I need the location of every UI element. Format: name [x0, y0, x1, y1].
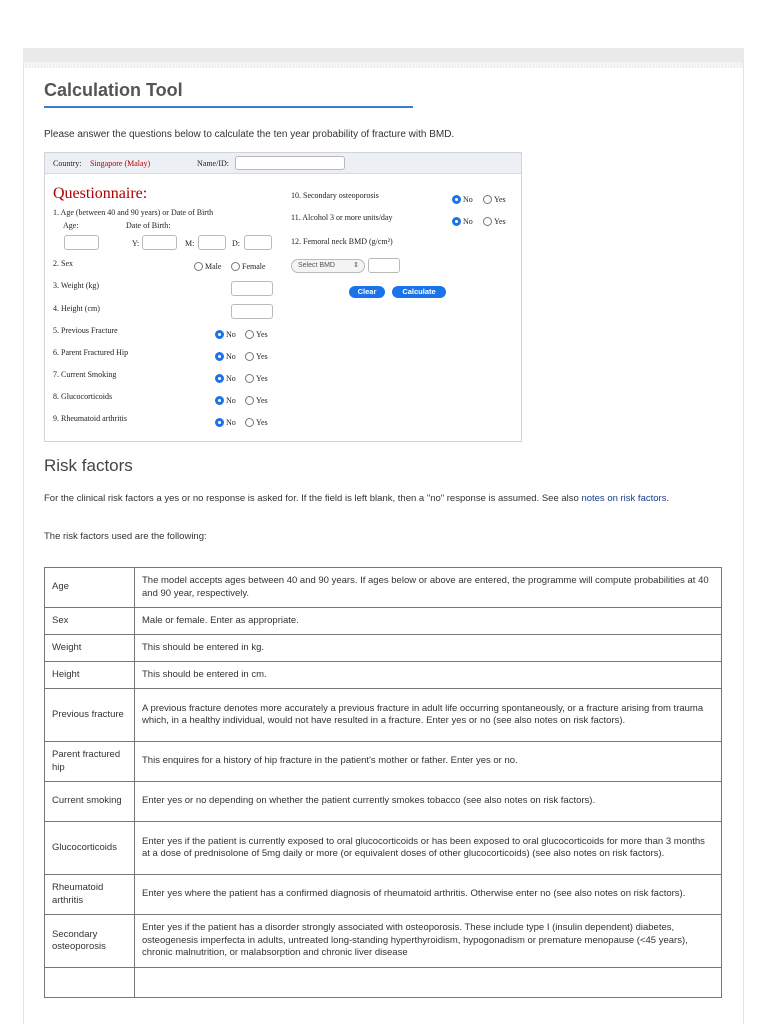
risk-name-cell: Age	[45, 568, 135, 608]
calculator-header	[45, 153, 521, 174]
q5-label: 5. Previous Fracture	[53, 326, 118, 335]
nameid-label: Name/ID:	[197, 159, 229, 168]
dob-label: Date of Birth:	[126, 221, 171, 230]
risk-name-cell: Sex	[45, 608, 135, 635]
table-row	[45, 968, 722, 998]
q6-yes-radio[interactable]: Yes	[245, 352, 268, 361]
radio-icon	[231, 262, 240, 271]
year-label: Y:	[132, 239, 140, 248]
risk-description-cell: This enquires for a history of hip fracture in the patient's mother or father. Enter yes or no.	[135, 742, 722, 782]
table-row	[45, 782, 722, 822]
table-row	[45, 689, 722, 742]
country-value[interactable]: Singapore (Malay)	[90, 159, 151, 168]
table-row	[45, 568, 722, 608]
top-bar	[23, 48, 744, 62]
q2-label: 2. Sex	[53, 259, 73, 268]
table-row	[45, 608, 722, 635]
q9-yes-radio[interactable]: Yes	[245, 418, 268, 427]
q7-no-radio[interactable]: No	[215, 374, 236, 383]
radio-selected-icon	[452, 195, 461, 204]
risk-description-cell: Enter yes or no depending on whether the patient currently smokes tobacco (see also notes on risk factors).	[135, 782, 722, 822]
q7-label: 7. Current Smoking	[53, 370, 117, 379]
questionnaire-heading: Questionnaire:	[53, 185, 148, 202]
height-input[interactable]	[231, 304, 273, 319]
q11-no-radio[interactable]: No	[452, 217, 473, 226]
q9-no-radio[interactable]: No	[215, 418, 236, 427]
risk-name-cell: Parent fractured hip	[45, 742, 135, 782]
table-row	[45, 822, 722, 875]
q11-label: 11. Alcohol 3 or more units/day	[291, 213, 393, 222]
q4-label: 4. Height (cm)	[53, 304, 100, 313]
risk-description-cell: This should be entered in kg.	[135, 635, 722, 662]
bmd-input[interactable]	[368, 258, 400, 273]
risk-name-cell: Current smoking	[45, 782, 135, 822]
q6-label: 6. Parent Fractured Hip	[53, 348, 129, 357]
q9-label: 9. Rheumatoid arthritis	[53, 414, 127, 423]
day-label: D:	[232, 239, 240, 248]
intro-text: Please answer the questions below to calculate the ten year probability of fracture with BMD.	[44, 129, 455, 140]
weight-input[interactable]	[231, 281, 273, 296]
title-underline	[44, 106, 413, 108]
chevron-updown-icon: ⇕	[353, 262, 359, 269]
risk-name-cell: Secondary osteoporosis	[45, 915, 135, 968]
sex-female-radio[interactable]: Female	[231, 262, 266, 271]
notes-on-risk-factors-link[interactable]: notes on risk factors	[581, 493, 667, 504]
q1-label: 1. Age (between 40 and 90 years) or Date of Birth	[53, 208, 214, 217]
table-row	[45, 662, 722, 689]
dob-year-input[interactable]	[142, 235, 177, 250]
risk-factors-heading: Risk factors	[44, 456, 133, 475]
calculator-panel	[44, 152, 522, 442]
page-title: Calculation Tool	[44, 80, 183, 100]
risk-description-cell: A previous fracture denotes more accurately a previous fracture in adult life occurring spontaneously, or a fracture arising from trauma which, in a healthy individual, would not have resulted in a fracture. Enter yes or no (see also notes on risk factors).	[135, 689, 722, 742]
risk-description-cell: The model accepts ages between 40 and 90 years. If ages below or above are entered, the programme will compute probabilities at 40 and 90 year, respectively.	[135, 568, 722, 608]
radio-icon	[245, 352, 254, 361]
radio-icon	[245, 330, 254, 339]
q10-label: 10. Secondary osteoporosis	[291, 191, 379, 200]
q11-yes-radio[interactable]: Yes	[483, 217, 506, 226]
q5-yes-radio[interactable]: Yes	[245, 330, 268, 339]
table-row	[45, 915, 722, 968]
q10-yes-radio[interactable]: Yes	[483, 195, 506, 204]
q5-no-radio[interactable]: No	[215, 330, 236, 339]
q8-label: 8. Glucocorticoids	[53, 392, 113, 401]
radio-icon	[245, 418, 254, 427]
q7-yes-radio[interactable]: Yes	[245, 374, 268, 383]
radio-icon	[245, 374, 254, 383]
risk-name-cell: Glucocorticoids	[45, 822, 135, 875]
sex-male-radio[interactable]: Male	[194, 262, 221, 271]
risk-name-cell: Previous fracture	[45, 689, 135, 742]
q3-label: 3. Weight (kg)	[53, 281, 100, 290]
radio-selected-icon	[215, 396, 224, 405]
risk-name-cell: Rheumatoid arthritis	[45, 875, 135, 915]
risk-description-cell	[135, 968, 722, 998]
risk-factors-table	[44, 567, 722, 998]
risk-name-cell	[45, 968, 135, 998]
radio-selected-icon	[215, 352, 224, 361]
table-row	[45, 742, 722, 782]
table-row	[45, 875, 722, 915]
header-stripe	[24, 62, 743, 68]
q12-label: 12. Femoral neck BMD (g/cm²)	[291, 237, 393, 246]
risk-description-cell: Enter yes where the patient has a confirmed diagnosis of rheumatoid arthritis. Otherwise enter no (see also notes on risk factors).	[135, 875, 722, 915]
radio-selected-icon	[215, 418, 224, 427]
risk-factors-intro: For the clinical risk factors a yes or no response is asked for. If the field is left blank, then a "no" response is assumed. See also notes on risk factors.	[44, 493, 670, 504]
radio-selected-icon	[452, 217, 461, 226]
radio-icon	[483, 217, 492, 226]
calculate-button[interactable]: Calculate	[392, 286, 446, 298]
risk-description-cell: Enter yes if the patient has a disorder strongly associated with osteoporosis. These include type I (insulin dependent) diabetes, osteogenesis imperfecta in adults, untreated long-standing hyperthyroidism, hypogonadism or premature menopause (<45 years), chronic malnutrition, or malabsorption and chronic liver disease	[135, 915, 722, 968]
radio-selected-icon	[215, 374, 224, 383]
age-label: Age:	[63, 221, 79, 230]
risk-description-cell: This should be entered in cm.	[135, 662, 722, 689]
risk-description-cell: Male or female. Enter as appropriate.	[135, 608, 722, 635]
bmd-select[interactable]: Select BMD ⇕	[291, 259, 365, 273]
nameid-input[interactable]	[235, 156, 345, 170]
risk-name-cell: Height	[45, 662, 135, 689]
country-label: Country:	[53, 159, 82, 168]
radio-icon	[245, 396, 254, 405]
risk-name-cell: Weight	[45, 635, 135, 662]
q8-no-radio[interactable]: No	[215, 396, 236, 405]
table-row	[45, 635, 722, 662]
q6-no-radio[interactable]: No	[215, 352, 236, 361]
dob-day-input[interactable]	[244, 235, 272, 250]
age-input[interactable]	[64, 235, 99, 250]
risk-description-cell: Enter yes if the patient is currently exposed to oral glucocorticoids or has been exposed to oral glucocorticoids for more than 3 months at a dose of prednisolone of 5mg daily or more (or equivalent doses of other glucocorticoids) (see also notes on risk factors).	[135, 822, 722, 875]
q10-no-radio[interactable]: No	[452, 195, 473, 204]
radio-icon	[194, 262, 203, 271]
clear-button[interactable]: Clear	[349, 286, 385, 298]
risk-list-intro: The risk factors used are the following:	[44, 531, 207, 542]
dob-month-input[interactable]	[198, 235, 226, 250]
radio-selected-icon	[215, 330, 224, 339]
radio-icon	[483, 195, 492, 204]
q8-yes-radio[interactable]: Yes	[245, 396, 268, 405]
month-label: M:	[185, 239, 195, 248]
